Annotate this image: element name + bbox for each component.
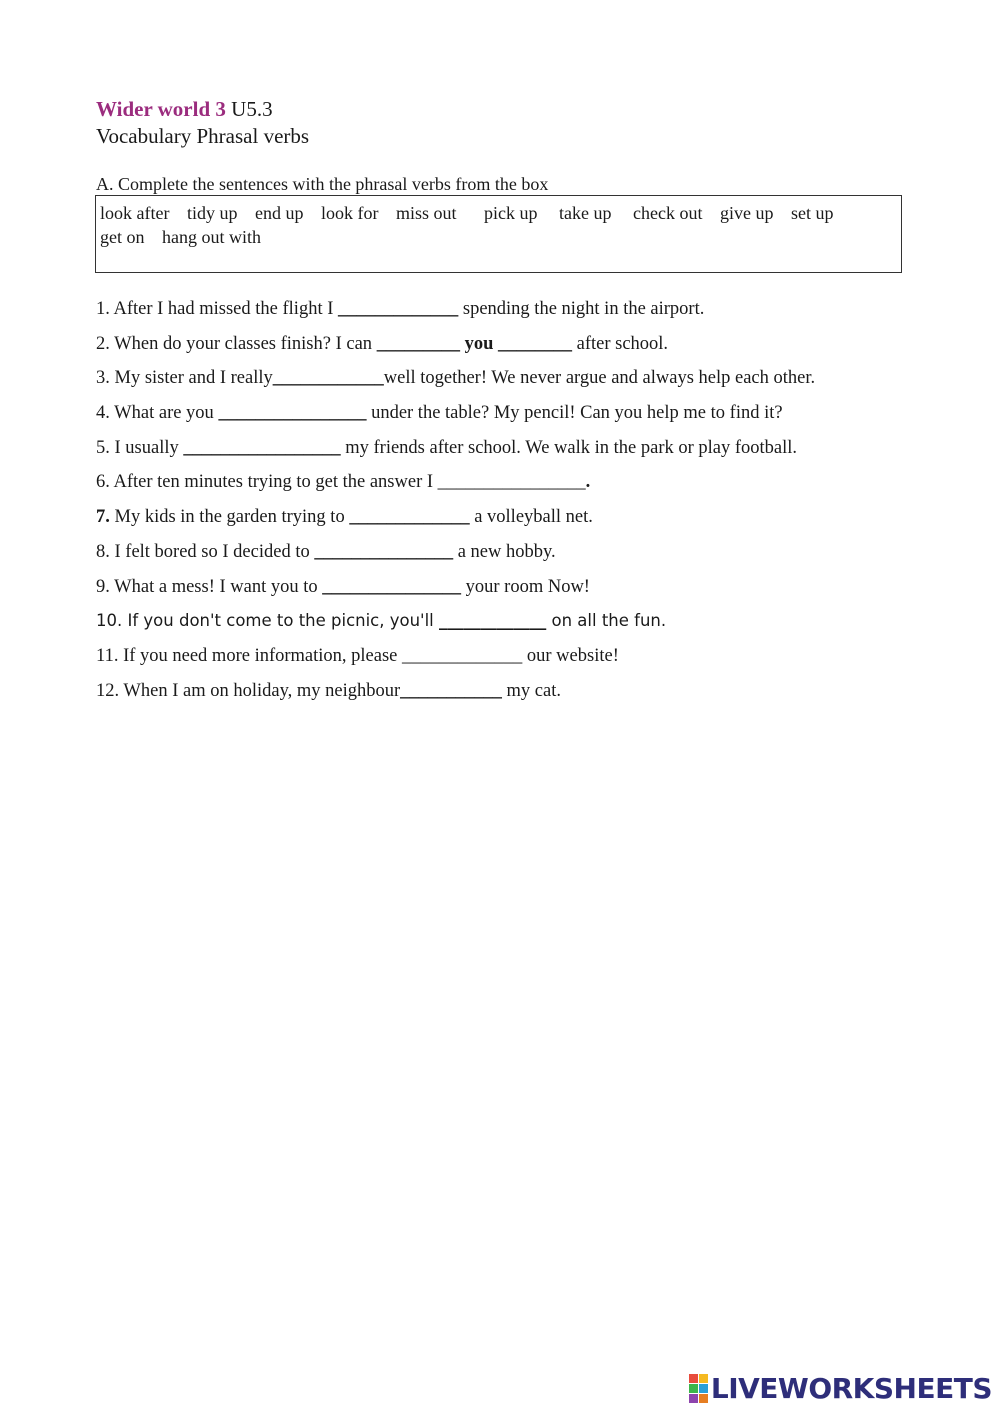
word-box-item: give up <box>719 203 774 223</box>
answer-blank[interactable]: ________________ <box>437 472 586 493</box>
answer-blank[interactable]: ____________ <box>272 368 384 389</box>
sentence-text: 9. What a mess! I want you to <box>96 576 323 597</box>
sentence-text: My kids in the garden trying to <box>109 507 350 528</box>
unit-label: U5.3 <box>231 97 273 121</box>
sentence-9 <box>96 575 976 610</box>
sentence-text: a volleyball net. <box>469 507 593 528</box>
logo-mark-icon <box>689 1374 708 1403</box>
word-box-item: get on <box>100 227 145 247</box>
title-line <box>96 96 309 123</box>
sentence-10 <box>96 609 976 644</box>
answer-blank[interactable]: _________________ <box>183 437 341 458</box>
logo-square <box>689 1394 698 1403</box>
sentence-8 <box>96 540 976 575</box>
sentence-2 <box>96 332 976 367</box>
word-box-item: take up <box>559 203 612 223</box>
sentence-text: on all the fun. <box>546 611 667 631</box>
sentence-4 <box>96 401 976 436</box>
word-box-item: check out <box>632 203 703 223</box>
sentence-text: 5. I usually <box>96 437 184 458</box>
sentence-text: 1. After I had missed the flight I <box>96 299 338 319</box>
answer-blank[interactable]: _______________ <box>314 541 454 562</box>
sentence-7 <box>96 505 976 540</box>
sentence-text: . <box>585 472 591 493</box>
sentence-3 <box>96 366 976 401</box>
logo-square <box>699 1394 708 1403</box>
word-box-item: hang out with <box>162 227 261 247</box>
answer-blank[interactable]: _______________ <box>322 576 461 597</box>
logo-square <box>699 1374 708 1383</box>
word-box-item: set up <box>790 203 834 223</box>
word-box <box>95 195 902 273</box>
logo-square <box>689 1384 698 1393</box>
sentence-text: under the table? My pencil! Can you help me to find it? <box>366 403 783 424</box>
sentence-11 <box>96 644 976 679</box>
sentence-text: my friends after school. We walk in the park or play football. <box>340 437 798 458</box>
answer-blank[interactable]: ________________ <box>218 403 367 424</box>
sentence-text: a new hobby. <box>453 541 556 562</box>
sentence-12 <box>96 679 976 714</box>
sentence-text: 3. My sister and I really <box>96 368 273 389</box>
sentence-text: our website! <box>522 645 619 666</box>
logo-square <box>689 1374 698 1383</box>
word-box-item: end up <box>254 203 304 223</box>
subtitle: Vocabulary Phrasal verbs <box>96 124 310 148</box>
logo-text: LIVEWORKSHEETS <box>710 1372 992 1405</box>
sentence-1 <box>96 297 976 332</box>
answer-blank[interactable]: ___________ <box>400 680 502 701</box>
answer-blank[interactable]: _____________ <box>349 507 470 528</box>
sentence-text: 6. After ten minutes trying to get the answer I <box>96 472 438 493</box>
sentence-text: 12. When I am on holiday, my neighbour <box>96 680 401 701</box>
sentence-number: 7. <box>96 507 110 528</box>
sentence-text: your room Now! <box>461 576 590 597</box>
instruction: A. Complete the sentences with the phrasal verbs from the box <box>96 174 549 194</box>
sentence-text: 11. If you need more information, please <box>96 645 403 666</box>
sentence-text: after school. <box>571 333 669 354</box>
sentence-6 <box>96 470 976 505</box>
sentence-text: spending the night in the airport. <box>458 299 705 319</box>
answer-blank[interactable]: _____________ <box>338 299 459 319</box>
answer-blank[interactable]: _____________ <box>402 645 523 666</box>
word-box-item: pick up <box>484 203 538 223</box>
word-box-item: look after <box>100 203 170 223</box>
answer-blank[interactable]: _________ <box>376 333 460 354</box>
word-box-item: miss out <box>395 203 457 223</box>
sentence-text: you <box>459 333 498 354</box>
sentence-text: well together! We never argue and always help each other. <box>383 368 816 389</box>
sentence-text: 8. I felt bored so I decided to <box>96 541 315 562</box>
logo-square <box>699 1384 708 1393</box>
sentence-text: my cat. <box>501 680 561 701</box>
brand-title: Wider world 3 <box>96 97 226 121</box>
sentence-5 <box>96 436 976 471</box>
sentence-text: 10. If you don't come to the picnic, you'll <box>96 611 440 631</box>
sentence-text: 2. When do your classes finish? I can <box>96 333 377 354</box>
sentence-text: 4. What are you <box>96 403 219 424</box>
sentence-list <box>96 297 976 713</box>
answer-blank[interactable]: ________ <box>497 333 572 354</box>
liveworksheets-logo[interactable] <box>689 1372 992 1405</box>
word-box-item: look for <box>320 203 379 223</box>
worksheet-header <box>96 96 309 150</box>
answer-blank[interactable]: _____________ <box>439 611 547 631</box>
word-box-item: tidy up <box>186 203 238 223</box>
